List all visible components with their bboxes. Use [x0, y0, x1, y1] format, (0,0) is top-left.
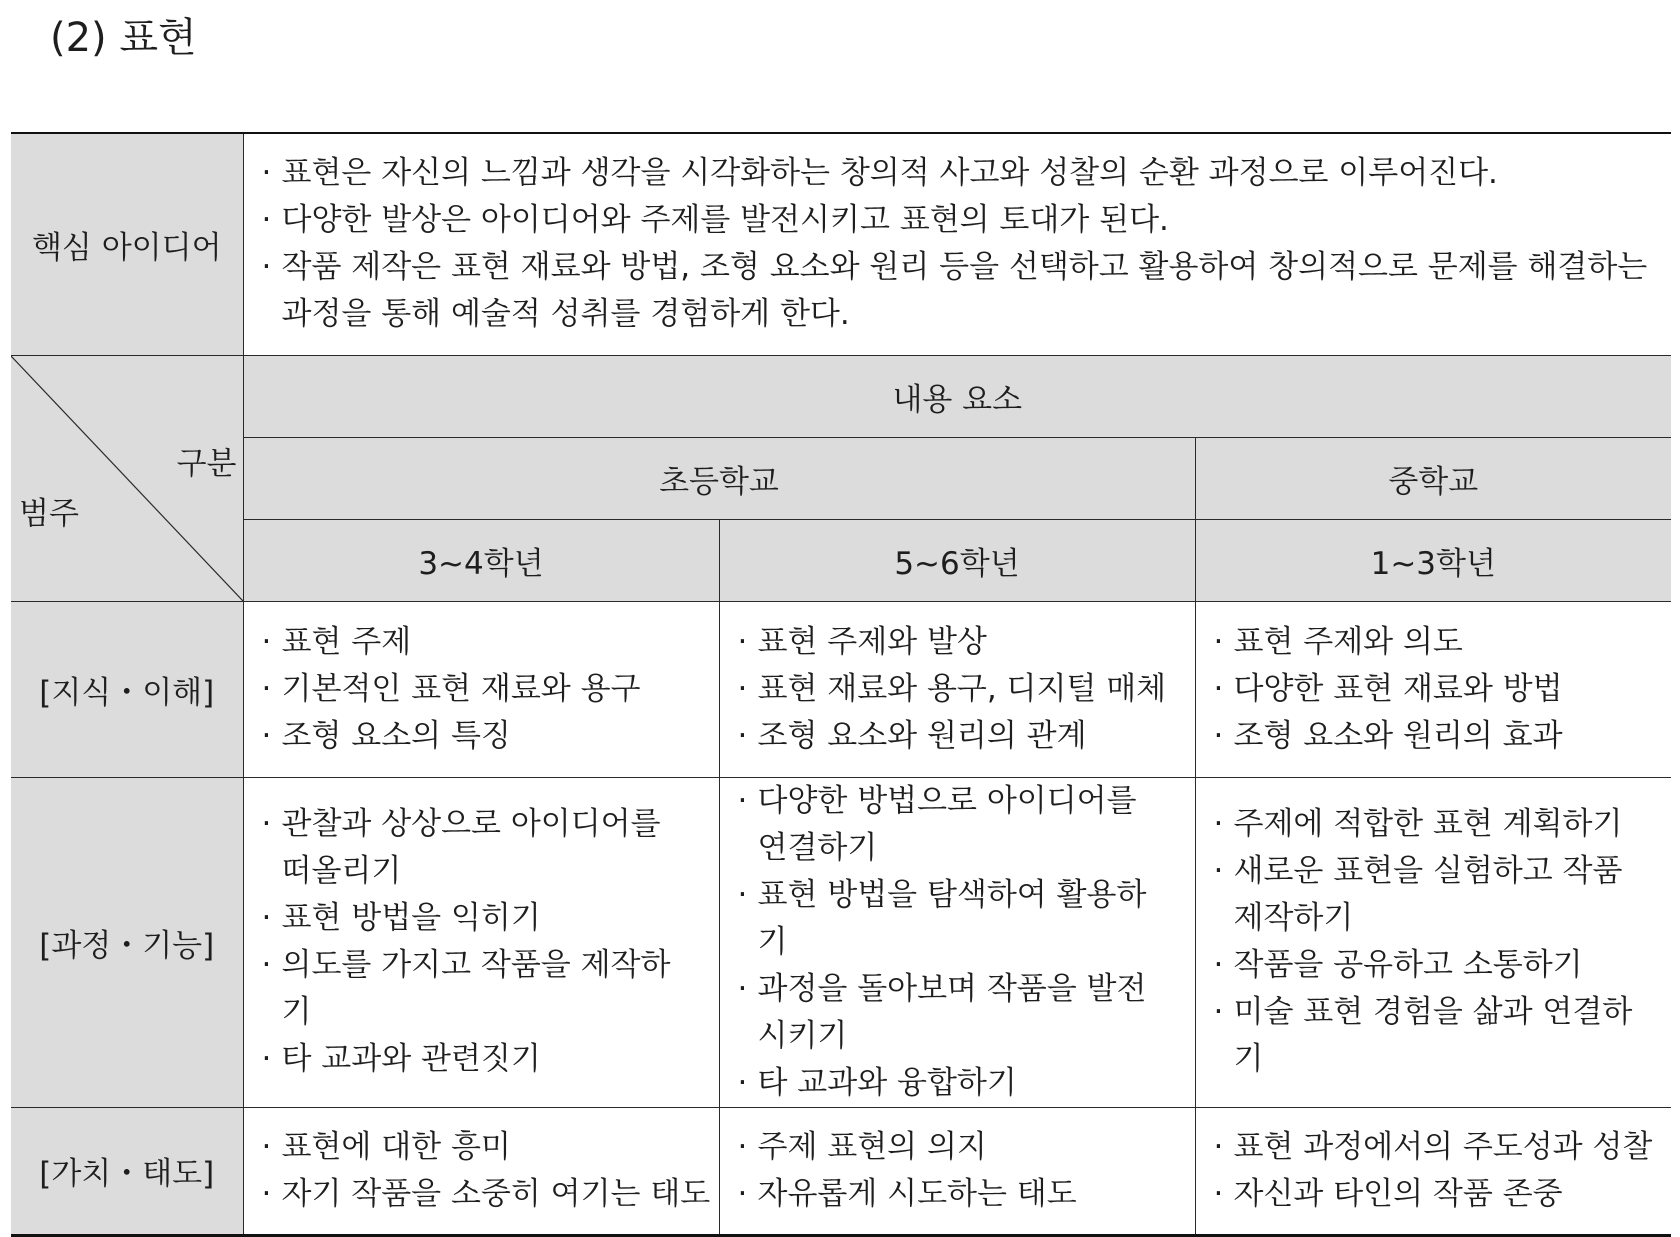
list-item: · 조형 요소와 원리의 효과: [1214, 713, 1664, 760]
corner-label-category: 범주: [19, 495, 79, 532]
core-idea-row: [11, 133, 1671, 355]
attitude-row: [11, 1107, 1671, 1235]
grade-56-header: 5~6학년: [719, 519, 1195, 601]
list-item: · 표현 재료와 용구, 디지털 매체: [738, 666, 1187, 713]
attitude-g34-cell: [243, 1107, 719, 1235]
core-idea-label: 핵심 아이디어: [11, 133, 243, 355]
list-item: · 표현 방법을 익히기: [262, 895, 682, 942]
attitude-category: [가치・태도]: [11, 1107, 243, 1235]
list-item: · 조형 요소와 원리의 관계: [738, 713, 1187, 760]
list-item: · 조형 요소의 특징: [262, 713, 711, 760]
core-idea-cell: [243, 133, 1671, 355]
list-item: · 타 교과와 융합하기: [738, 1060, 1158, 1107]
curriculum-table: [11, 132, 1671, 1237]
list-item: · 표현에 대한 흥미: [262, 1124, 711, 1171]
list-item: · 표현 주제와 발상: [738, 619, 1187, 666]
corner-label-division: 구분: [176, 445, 237, 482]
process-category: [과정・기능]: [11, 777, 243, 1107]
process-g13-cell: [1195, 777, 1671, 1107]
list-item: · 표현 주제와 의도: [1214, 619, 1664, 666]
attitude-g56-cell: [719, 1107, 1195, 1235]
process-g56-cell: [719, 777, 1195, 1107]
knowledge-g34-cell: [243, 601, 719, 777]
core-idea-item: · 다양한 발상은 아이디어와 주제를 발전시키고 표현의 토대가 된다.: [262, 197, 1652, 244]
middle-school-header: 중학교: [1195, 437, 1671, 519]
process-g34-cell: [243, 777, 719, 1107]
list-item: · 기본적인 표현 재료와 용구: [262, 666, 711, 713]
grade-13-header: 1~3학년: [1195, 519, 1671, 601]
list-item: · 다양한 표현 재료와 방법: [1214, 666, 1664, 713]
header-row-grade: [11, 519, 1671, 601]
list-item: · 새로운 표현을 실험하고 작품 제작하기: [1214, 848, 1634, 942]
list-item: · 의도를 가지고 작품을 제작하기: [262, 942, 682, 1036]
list-item: · 미술 표현 경험을 삶과 연결하기: [1214, 989, 1634, 1083]
list-item: · 자신과 타인의 작품 존중: [1214, 1171, 1664, 1218]
list-item: · 타 교과와 관련짓기: [262, 1036, 682, 1083]
list-item: · 과정을 돌아보며 작품을 발전시키기: [738, 966, 1158, 1060]
knowledge-g56-cell: [719, 601, 1195, 777]
list-item: · 다양한 방법으로 아이디어를 연결하기: [738, 778, 1158, 872]
attitude-g13-cell: [1195, 1107, 1671, 1235]
knowledge-g13-cell: [1195, 601, 1671, 777]
section-title: (2) 표현: [50, 15, 197, 61]
list-item: · 관찰과 상상으로 아이디어를 떠올리기: [262, 801, 682, 895]
list-item: · 자기 작품을 소중히 여기는 태도: [262, 1171, 711, 1218]
knowledge-row: [11, 601, 1671, 777]
list-item: · 표현 방법을 탐색하여 활용하기: [738, 872, 1158, 966]
list-item: · 주제에 적합한 표현 계획하기: [1214, 801, 1634, 848]
list-item: · 작품을 공유하고 소통하기: [1214, 942, 1634, 989]
content-elements-header: 내용 요소: [243, 355, 1671, 437]
corner-header-cell: [11, 355, 243, 601]
list-item: · 표현 주제: [262, 619, 711, 666]
knowledge-category: [지식・이해]: [11, 601, 243, 777]
core-idea-item: · 표현은 자신의 느낌과 생각을 시각화하는 창의적 사고와 성찰의 순환 과정으로 이루어진다.: [262, 150, 1652, 197]
header-row-content: [11, 355, 1671, 437]
header-row-school: [11, 437, 1671, 519]
grade-34-header: 3~4학년: [243, 519, 719, 601]
process-row: [11, 777, 1671, 1107]
list-item: · 표현 과정에서의 주도성과 성찰: [1214, 1124, 1664, 1171]
list-item: · 주제 표현의 의지: [738, 1124, 1187, 1171]
list-item: · 자유롭게 시도하는 태도: [738, 1171, 1187, 1218]
core-idea-item: · 작품 제작은 표현 재료와 방법, 조형 요소와 원리 등을 선택하고 활용하여 창의적으로 문제를 해결하는 과정을 통해 예술적 성취를 경험하게 한다.: [262, 244, 1652, 338]
elementary-header: 초등학교: [243, 437, 1195, 519]
